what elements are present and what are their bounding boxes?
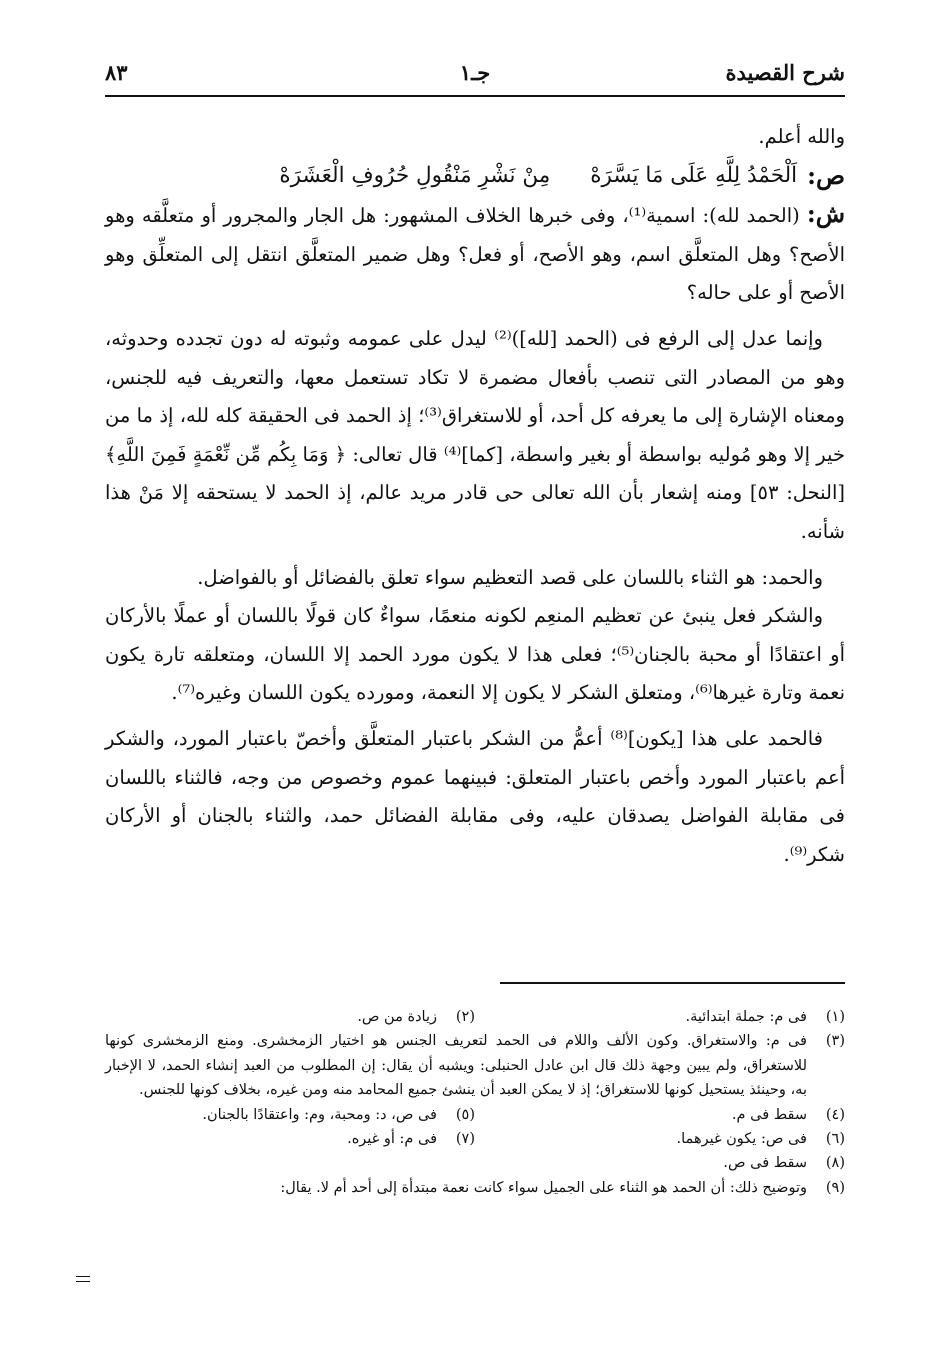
header-rule bbox=[105, 95, 845, 97]
footnotes bbox=[105, 1005, 845, 1200]
footnote-number: (٥) bbox=[455, 1106, 475, 1123]
footnote-3 bbox=[105, 1029, 845, 1102]
page-number: ٨٣ bbox=[105, 59, 128, 85]
footnote-text: فى ص: يكون غيرهما. bbox=[676, 1131, 807, 1148]
commentary-paragraph-2: وإنما عدل إلى الرفع فى (الحمد [لله])⁽²⁾ ليدل على عمومه وثبوته له دون تجدده وحدوثه، وهو من المصادر التى تنصب بأفعال مضمرة لا تكاد تستعمل معها، والتعريف فيه للجنس، ومعناه الإشارة إلى ما يعرفه كل أحد، أو للاستغراق⁽³⁾؛ إذ الحمد فى الحقيقة كله لله، إذ ما من خير إلا وهو مُوليه بواسطة أو بغير واسطة، [كما]⁽⁴⁾ قال تعالى: ﴿ وَمَا بِكُم مِّن نِّعْمَةٍ فَمِنَ اللَّهِ﴾ [النحل: ٥٣] ومنه إشعار بأن الله تعالى حى قادر مريد عالم، إذ الحمد لا يستحقه إلا مَنْ هذا شأنه. bbox=[105, 326, 845, 543]
commentary-paragraph-1 bbox=[105, 195, 845, 313]
footnote-text: فى م: جملة ابتدائية. bbox=[685, 1009, 807, 1025]
footnote-5 bbox=[105, 1103, 475, 1127]
footnote-6 bbox=[475, 1127, 845, 1151]
commentary-paragraph-3: والحمد: هو الثناء باللسان على قصد التعظيم سواء تعلق بالفضائل أو بالفواضل. bbox=[197, 565, 823, 589]
footnote-number: (٩) bbox=[825, 1179, 845, 1196]
footnote-number: (١) bbox=[825, 1009, 845, 1025]
main-text bbox=[105, 118, 845, 874]
poem-verse bbox=[105, 157, 845, 196]
footnote-text: فى ص، د: ومحبة، وم: واعتقادًا بالجنان. bbox=[202, 1106, 437, 1123]
footnote-number: (٢) bbox=[455, 1009, 475, 1025]
footnote-row bbox=[105, 1127, 845, 1151]
opening-line: والله أعلم. bbox=[758, 125, 845, 148]
continuation-mark bbox=[76, 1276, 90, 1286]
commentary-paragraph-5: فالحمد على هذا [يكون]⁽⁸⁾ أعمُّ من الشكر باعتبار المتعلَّق وأخصّ باعتبار المورد، والشكر أعم باعتبار المورد وأخص باعتبار المتعلق: فبينهما عموم وخصوص من وجه، فالثناء باللسان فى مقابلة الفواضل يصدقان عليه، وفى مقابلة الفضائل حمد، والثناء بالجنان أو الأركان شكر⁽⁹⁾. bbox=[105, 726, 845, 866]
footnote-7 bbox=[105, 1127, 475, 1151]
footnote-number: (٣) bbox=[825, 1033, 845, 1050]
footnote-text: فى م: أو غيره. bbox=[347, 1131, 437, 1148]
verse-second-hemistich: مِنْ نَشْرِ مَنْقُولِ حُرُوفِ الْعَشَرَهْ bbox=[279, 162, 551, 188]
commentary-label: ش: bbox=[806, 199, 845, 229]
footnote-2 bbox=[105, 1005, 475, 1029]
section-title: شرح القصيدة bbox=[725, 59, 845, 85]
footnote-number: (٨) bbox=[825, 1155, 845, 1172]
footnote-row bbox=[105, 1005, 845, 1029]
footnote-text: وتوضيح ذلك: أن الحمد هو الثناء على الجميل سواء كانت نعمة مبتدأة إلى أحد أم لا. يقال: bbox=[280, 1179, 807, 1196]
footnote-1 bbox=[475, 1005, 845, 1029]
footnote-8 bbox=[105, 1151, 845, 1175]
verse-label: ص: bbox=[807, 160, 845, 190]
footnote-separator bbox=[500, 982, 845, 984]
running-header bbox=[105, 52, 845, 92]
verse-first-hemistich: اَلْحَمْدُ لِلَّهِ عَلَى مَا يَسَّرَهْ bbox=[590, 162, 798, 188]
volume-label: جـ١ bbox=[459, 59, 491, 85]
footnote-text: زيادة من ص. bbox=[357, 1009, 437, 1025]
footnote-9 bbox=[105, 1176, 845, 1200]
commentary-paragraph-4: والشكر فعل ينبئ عن تعظيم المنعِم لكونه منعمًا، سواءٌ كان قولًا باللسان أو عملًا بالأركان أو اعتقادًا أو محبة بالجنان⁽⁵⁾؛ فعلى هذا لا يكون مورد الحمد إلا اللسان، ومتعلقه تارة يكون نعمة وتارة غيرها⁽⁶⁾، ومتعلق الشكر لا يكون إلا النعمة، ومورده يكون اللسان وغيره⁽⁷⁾. bbox=[105, 604, 846, 705]
paragraph-text: (الحمد لله): اسمية⁽¹⁾، وفى خبرها الخلاف المشهور: هل الجار والمجرور أو متعلَّقه وهو الأصح؟ وهل المتعلَّق اسم، وهو الأصح، أو فعل؟ وهل ضمير المتعلَّق انتقل إلى المتعلِّق وهو الأصح أو على حاله؟ bbox=[105, 204, 845, 305]
footnote-number: (٧) bbox=[455, 1131, 475, 1148]
footnote-4 bbox=[475, 1103, 845, 1127]
footnote-number: (٦) bbox=[825, 1131, 845, 1148]
footnote-number: (٤) bbox=[825, 1106, 845, 1123]
footnote-text: سقط فى م. bbox=[731, 1106, 807, 1123]
footnote-text: فى م: والاستغراق. وكون الألف واللام فى الحمد لتعريف الجنس هو اختيار الزمخشرى. ومنع الزمخشرى كونها للاستغراق، ولم يبين وجهة ذلك قال ابن عادل الحنبلى: ويشبه أن يقال: إن المطلوب من العبد إنشاء الحمد، لا الإخبار به، وحينئذ يستحيل كونها للاستغراق؛ إذ لا يمكن العبد أن ينشئ جميع المحامد منه ومن غيره، بخلاف كونها للجنس. bbox=[105, 1033, 807, 1099]
footnote-row bbox=[105, 1103, 845, 1127]
footnote-text: سقط فى ص. bbox=[723, 1155, 807, 1172]
